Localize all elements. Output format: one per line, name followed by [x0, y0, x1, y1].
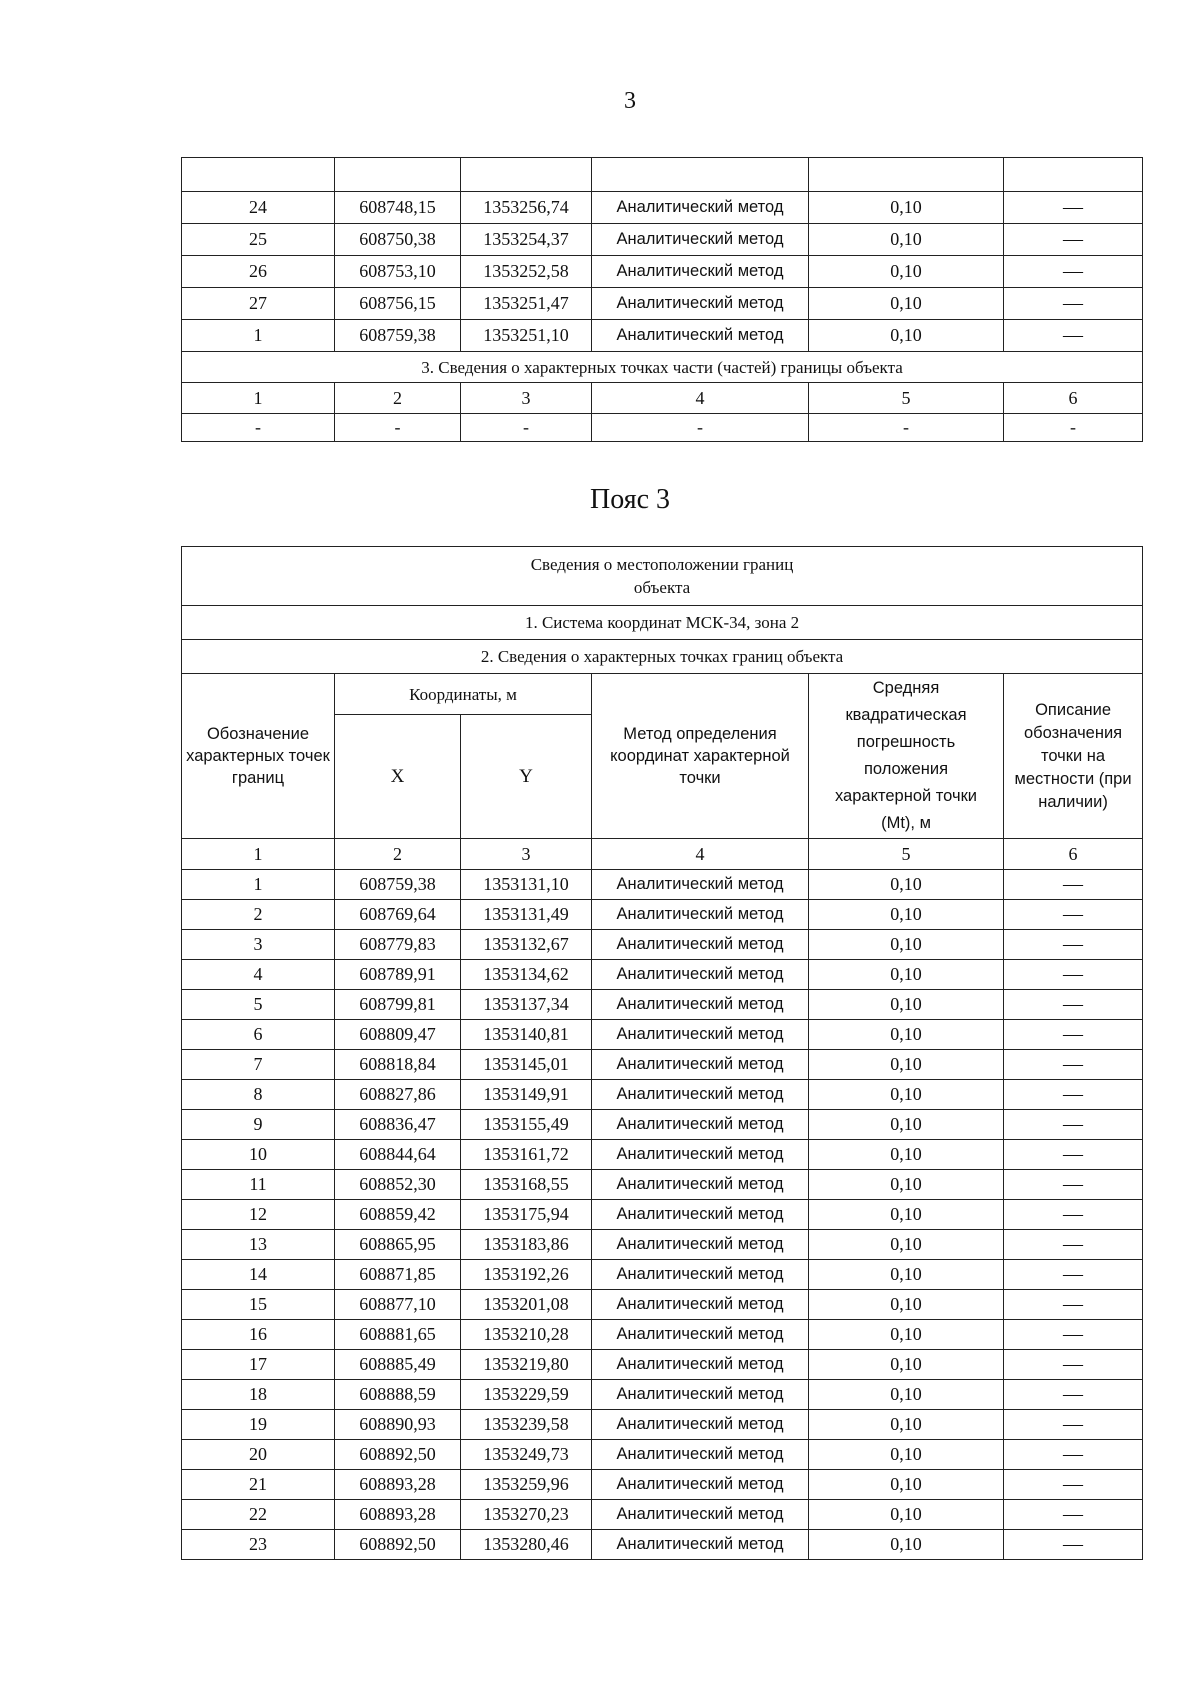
coordinate-x: 608753,10 [335, 256, 461, 288]
table-row [182, 1380, 1143, 1410]
table-row [182, 192, 1143, 224]
method: Аналитический метод [592, 1530, 809, 1560]
error-mt: 0,10 [809, 1320, 1004, 1350]
point-description: — [1004, 224, 1143, 256]
boundary-points-table [181, 546, 1143, 1560]
table-row [182, 1170, 1143, 1200]
coordinate-x: 608750,38 [335, 224, 461, 256]
coordinate-y: 1353229,59 [461, 1380, 592, 1410]
method: Аналитический метод [592, 1170, 809, 1200]
point-description: — [1004, 1470, 1143, 1500]
zone-heading: Пояс 3 [590, 484, 670, 515]
table-row [182, 1200, 1143, 1230]
header-x: X [335, 715, 461, 839]
point-number: 8 [182, 1080, 335, 1110]
method: Аналитический метод [592, 1050, 809, 1080]
coordinate-y: 1353131,49 [461, 900, 592, 930]
coordinate-y: 1353140,81 [461, 1020, 592, 1050]
point-description: — [1004, 960, 1143, 990]
coordinate-y: 1353201,08 [461, 1290, 592, 1320]
column-cell: 3 [461, 383, 592, 414]
coordinates-table-continued [181, 157, 1143, 442]
point-description: — [1004, 1530, 1143, 1560]
coordinate-x: 608799,81 [335, 990, 461, 1020]
point-description: — [1004, 192, 1143, 224]
point-description: — [1004, 1230, 1143, 1260]
coordinate-x: 608818,84 [335, 1050, 461, 1080]
coordinate-y: 1353149,91 [461, 1080, 592, 1110]
point-number: 3 [182, 930, 335, 960]
point-description: — [1004, 1350, 1143, 1380]
table-row [182, 930, 1143, 960]
coordinate-y: 1353137,34 [461, 990, 592, 1020]
coordinate-x: 608893,28 [335, 1500, 461, 1530]
method: Аналитический метод [592, 930, 809, 960]
header-y: Y [461, 715, 592, 839]
error-mt: 0,10 [809, 256, 1004, 288]
point-number: 1 [182, 870, 335, 900]
table-row [182, 320, 1143, 352]
method: Аналитический метод [592, 1410, 809, 1440]
column-cell: 2 [335, 383, 461, 414]
coordinate-x: 608859,42 [335, 1200, 461, 1230]
method: Аналитический метод [592, 192, 809, 224]
coordinate-x: 608885,49 [335, 1350, 461, 1380]
error-mt: 0,10 [809, 1470, 1004, 1500]
coordinate-y: 1353256,74 [461, 192, 592, 224]
method: Аналитический метод [592, 1080, 809, 1110]
error-mt: 0,10 [809, 1410, 1004, 1440]
error-mt: 0,10 [809, 288, 1004, 320]
point-number: 26 [182, 256, 335, 288]
coordinate-x: 608827,86 [335, 1080, 461, 1110]
header-coordinates: Координаты, м [335, 674, 592, 715]
coordinate-x: 608881,65 [335, 1320, 461, 1350]
header-method: Метод определения координат характерной точки [592, 674, 809, 839]
error-mt: 0,10 [809, 1020, 1004, 1050]
coordinate-x: 608769,64 [335, 900, 461, 930]
point-number: 14 [182, 1260, 335, 1290]
coordinate-y: 1353161,72 [461, 1140, 592, 1170]
point-description: — [1004, 1020, 1143, 1050]
point-number: 1 [182, 320, 335, 352]
coordinate-x: 608892,50 [335, 1530, 461, 1560]
point-description: — [1004, 1260, 1143, 1290]
column-cell: 5 [809, 383, 1004, 414]
table-row [182, 1350, 1143, 1380]
table-row [182, 224, 1143, 256]
section3-row [182, 352, 1143, 383]
error-mt: 0,10 [809, 930, 1004, 960]
point-description: — [1004, 1500, 1143, 1530]
error-mt: 0,10 [809, 1530, 1004, 1560]
column-cell: - [182, 414, 335, 442]
point-description: — [1004, 1110, 1143, 1140]
error-mt: 0,10 [809, 1140, 1004, 1170]
coordinate-x: 608836,47 [335, 1110, 461, 1140]
point-number: 19 [182, 1410, 335, 1440]
point-number: 12 [182, 1200, 335, 1230]
coordinate-x: 608888,59 [335, 1380, 461, 1410]
error-mt: 0,10 [809, 870, 1004, 900]
coordinate-x: 608789,91 [335, 960, 461, 990]
error-mt: 0,10 [809, 960, 1004, 990]
table-row [182, 1440, 1143, 1470]
coordinate-x: 608759,38 [335, 320, 461, 352]
method: Аналитический метод [592, 224, 809, 256]
coordinate-y: 1353131,10 [461, 870, 592, 900]
point-number: 11 [182, 1170, 335, 1200]
dash-row [182, 414, 1143, 442]
coordinate-y: 1353175,94 [461, 1200, 592, 1230]
column-cell: 6 [1004, 383, 1143, 414]
coordinate-x: 608759,38 [335, 870, 461, 900]
method: Аналитический метод [592, 256, 809, 288]
coordinate-y: 1353252,58 [461, 256, 592, 288]
method: Аналитический метод [592, 1140, 809, 1170]
point-description: — [1004, 1140, 1143, 1170]
column-cell: - [592, 414, 809, 442]
method: Аналитический метод [592, 1500, 809, 1530]
point-description: — [1004, 1080, 1143, 1110]
point-description: — [1004, 990, 1143, 1020]
point-description: — [1004, 1290, 1143, 1320]
column-cell: - [461, 414, 592, 442]
coordinate-y: 1353219,80 [461, 1350, 592, 1380]
error-mt: 0,10 [809, 1200, 1004, 1230]
point-number: 5 [182, 990, 335, 1020]
error-mt: 0,10 [809, 1290, 1004, 1320]
point-description: — [1004, 1170, 1143, 1200]
method: Аналитический метод [592, 990, 809, 1020]
table-row [182, 256, 1143, 288]
point-description: — [1004, 1440, 1143, 1470]
point-number: 18 [182, 1380, 335, 1410]
coordinate-x: 608779,83 [335, 930, 461, 960]
point-number: 7 [182, 1050, 335, 1080]
table-row [182, 1290, 1143, 1320]
section3-title: 3. Сведения о характерных точках части (частей) границы объекта [182, 352, 1143, 383]
method: Аналитический метод [592, 1110, 809, 1140]
column-cell: 6 [1004, 839, 1143, 870]
method: Аналитический метод [592, 1200, 809, 1230]
error-mt: 0,10 [809, 990, 1004, 1020]
table-title: Сведения о местоположении границ объекта [182, 547, 1143, 606]
point-number: 20 [182, 1440, 335, 1470]
error-mt: 0,10 [809, 1230, 1004, 1260]
column-cell: 1 [182, 839, 335, 870]
method: Аналитический метод [592, 288, 809, 320]
error-mt: 0,10 [809, 1350, 1004, 1380]
table-row [182, 960, 1143, 990]
coordinate-y: 1353259,96 [461, 1470, 592, 1500]
point-description: — [1004, 1050, 1143, 1080]
method: Аналитический метод [592, 900, 809, 930]
section2-title: 2. Сведения о характерных точках границ объекта [182, 640, 1143, 674]
coordinate-x: 608748,15 [335, 192, 461, 224]
point-description: — [1004, 930, 1143, 960]
column-cell: 5 [809, 839, 1004, 870]
coordinate-x: 608890,93 [335, 1410, 461, 1440]
table-row [182, 1530, 1143, 1560]
error-mt: 0,10 [809, 1380, 1004, 1410]
column-cell: - [809, 414, 1004, 442]
table-row [182, 1020, 1143, 1050]
point-number: 9 [182, 1110, 335, 1140]
coordinate-y: 1353280,46 [461, 1530, 592, 1560]
method: Аналитический метод [592, 1440, 809, 1470]
point-description: — [1004, 1200, 1143, 1230]
point-number: 4 [182, 960, 335, 990]
coordinate-y: 1353239,58 [461, 1410, 592, 1440]
coordinate-system: 1. Система координат МСК-34, зона 2 [182, 606, 1143, 640]
point-number: 17 [182, 1350, 335, 1380]
coordinate-y: 1353134,62 [461, 960, 592, 990]
table-row [182, 1410, 1143, 1440]
coordinate-y: 1353183,86 [461, 1230, 592, 1260]
column-number-row [182, 839, 1143, 870]
coordinate-x: 608865,95 [335, 1230, 461, 1260]
table-row [182, 990, 1143, 1020]
error-mt: 0,10 [809, 900, 1004, 930]
coordinate-x: 608877,10 [335, 1290, 461, 1320]
method: Аналитический метод [592, 1380, 809, 1410]
error-mt: 0,10 [809, 320, 1004, 352]
table-row [182, 1470, 1143, 1500]
coordinate-y: 1353168,55 [461, 1170, 592, 1200]
point-description: — [1004, 900, 1143, 930]
point-number: 25 [182, 224, 335, 256]
coordinate-y: 1353145,01 [461, 1050, 592, 1080]
method: Аналитический метод [592, 1290, 809, 1320]
point-number: 22 [182, 1500, 335, 1530]
point-number: 10 [182, 1140, 335, 1170]
point-number: 23 [182, 1530, 335, 1560]
column-cell: - [1004, 414, 1143, 442]
column-cell: - [335, 414, 461, 442]
table-row [182, 1230, 1143, 1260]
column-cell: 1 [182, 383, 335, 414]
error-mt: 0,10 [809, 224, 1004, 256]
coordinate-x: 608871,85 [335, 1260, 461, 1290]
empty-header-row [182, 158, 1143, 192]
point-description: — [1004, 1380, 1143, 1410]
method: Аналитический метод [592, 1470, 809, 1500]
coordinate-y: 1353254,37 [461, 224, 592, 256]
point-number: 24 [182, 192, 335, 224]
point-number: 15 [182, 1290, 335, 1320]
coordinate-y: 1353251,47 [461, 288, 592, 320]
coordinate-y: 1353249,73 [461, 1440, 592, 1470]
point-number: 6 [182, 1020, 335, 1050]
table-row [182, 1110, 1143, 1140]
method: Аналитический метод [592, 320, 809, 352]
coordinate-x: 608756,15 [335, 288, 461, 320]
error-mt: 0,10 [809, 1050, 1004, 1080]
coordinate-x: 608852,30 [335, 1170, 461, 1200]
point-description: — [1004, 320, 1143, 352]
point-description: — [1004, 288, 1143, 320]
header-description: Описание обозначения точки на местности (при наличии) [1004, 674, 1143, 839]
method: Аналитический метод [592, 1230, 809, 1260]
error-mt: 0,10 [809, 1500, 1004, 1530]
column-cell: 4 [592, 839, 809, 870]
point-number: 13 [182, 1230, 335, 1260]
method: Аналитический метод [592, 1350, 809, 1380]
table-row [182, 288, 1143, 320]
method: Аналитический метод [592, 1320, 809, 1350]
coordinate-x: 608893,28 [335, 1470, 461, 1500]
method: Аналитический метод [592, 870, 809, 900]
method: Аналитический метод [592, 1020, 809, 1050]
method: Аналитический метод [592, 960, 809, 990]
coordinate-y: 1353132,67 [461, 930, 592, 960]
point-description: — [1004, 1320, 1143, 1350]
column-number-row [182, 383, 1143, 414]
error-mt: 0,10 [809, 1440, 1004, 1470]
table-row [182, 1320, 1143, 1350]
header-error: Средняя квадратическая погрешность положения характерной точки (Mt), м [809, 674, 1004, 839]
coordinate-x: 608844,64 [335, 1140, 461, 1170]
point-description: — [1004, 256, 1143, 288]
coordinate-x: 608892,50 [335, 1440, 461, 1470]
column-cell: 4 [592, 383, 809, 414]
coordinate-y: 1353192,26 [461, 1260, 592, 1290]
table-row [182, 1080, 1143, 1110]
point-number: 27 [182, 288, 335, 320]
coordinate-y: 1353155,49 [461, 1110, 592, 1140]
table-row [182, 1260, 1143, 1290]
table-row [182, 1050, 1143, 1080]
table-row [182, 900, 1143, 930]
point-description: — [1004, 1410, 1143, 1440]
table-row [182, 1500, 1143, 1530]
column-cell: 3 [461, 839, 592, 870]
error-mt: 0,10 [809, 192, 1004, 224]
coordinate-y: 1353210,28 [461, 1320, 592, 1350]
coordinate-y: 1353251,10 [461, 320, 592, 352]
table-row [182, 870, 1143, 900]
coordinate-x: 608809,47 [335, 1020, 461, 1050]
point-number: 16 [182, 1320, 335, 1350]
table-row [182, 1140, 1143, 1170]
page-number: 3 [624, 88, 636, 114]
error-mt: 0,10 [809, 1110, 1004, 1140]
point-number: 21 [182, 1470, 335, 1500]
header-designation: Обозначение характерных точек границ [182, 674, 335, 839]
column-cell: 2 [335, 839, 461, 870]
point-number: 2 [182, 900, 335, 930]
method: Аналитический метод [592, 1260, 809, 1290]
point-description: — [1004, 870, 1143, 900]
error-mt: 0,10 [809, 1080, 1004, 1110]
error-mt: 0,10 [809, 1260, 1004, 1290]
coordinate-y: 1353270,23 [461, 1500, 592, 1530]
error-mt: 0,10 [809, 1170, 1004, 1200]
